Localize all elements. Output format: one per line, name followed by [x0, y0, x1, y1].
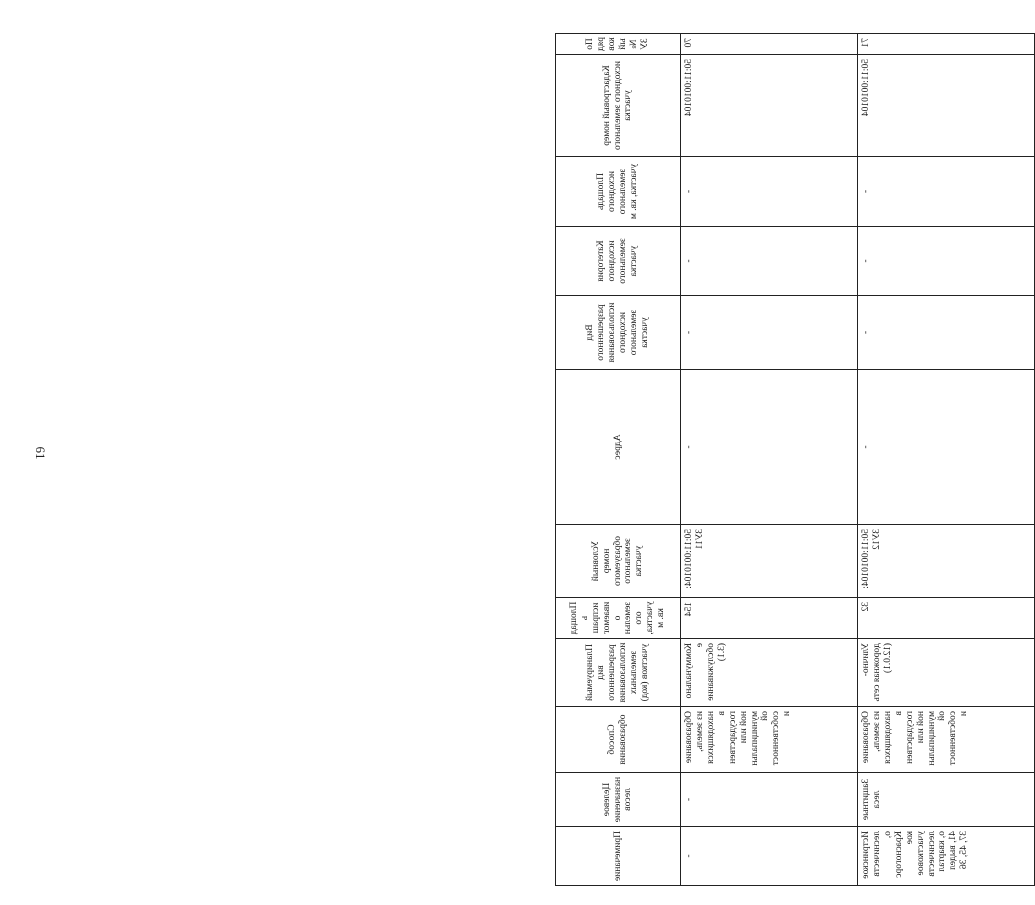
cell-forest-purpose: Защитные леса: [858, 773, 1035, 827]
cell-requested-area: 154: [681, 598, 858, 639]
cell-plot-number: 71: [858, 34, 1035, 55]
cell-category: -: [681, 227, 858, 296]
cell-category: -: [858, 227, 1035, 296]
cell-note: Истринское лесничество, Красногорское участковое лесничество, квартал 41, выдел 37, 45, 36: [858, 827, 1035, 886]
cell-conditional-number: 50:11:0010104:ЗУ11: [681, 525, 858, 598]
header-requested-area: Площадь испрашиваемого земельного участка, кв. м: [556, 598, 681, 639]
table-header-row: [556, 34, 681, 886]
cell-address: -: [681, 370, 858, 525]
header-plot-number: Порядковый № ЗУ: [556, 34, 681, 55]
table-frame: [90, 33, 970, 885]
page-number: 61: [33, 446, 48, 460]
land-plots-table: [555, 33, 1035, 886]
header-forest-purpose: Целевое назначение лесов: [556, 773, 681, 827]
cell-cadastral-number: 50:11:0010104: [858, 55, 1035, 157]
cell-address: -: [858, 370, 1035, 525]
cell-source-area: -: [681, 157, 858, 227]
cell-formation-method: Образование из земель, находящихся в государственной или муниципальной собственности: [681, 707, 858, 773]
header-cadastral-number: Кадастровый номер исходного земельного участка: [556, 55, 681, 157]
cell-plot-number: 70: [681, 34, 858, 55]
cell-conditional-number: 50:11:0010104:ЗУ12: [858, 525, 1035, 598]
table-row: [681, 34, 858, 886]
header-permitted-use: Вид разрешенного использования исходного земельного участка: [556, 296, 681, 370]
cell-permitted-use: -: [681, 296, 858, 370]
header-formation-method: Способ образования: [556, 707, 681, 773]
cell-forest-purpose: -: [681, 773, 858, 827]
cell-source-area: -: [858, 157, 1035, 227]
cell-planned-use: Улично-дорожная сеть (12.0.1): [858, 639, 1035, 707]
cell-cadastral-number: 50:11:0010104: [681, 55, 858, 157]
cell-requested-area: 32: [858, 598, 1035, 639]
cell-permitted-use: -: [858, 296, 1035, 370]
cell-planned-use: Коммунальное обслуживание (3.1): [681, 639, 858, 707]
cell-note: -: [681, 827, 858, 886]
header-address: Адрес: [556, 370, 681, 525]
table-row: [858, 34, 1035, 886]
header-planned-use: Планируемый вид разрешенного использования земельных участков (код): [556, 639, 681, 707]
rotated-table-container: [555, 33, 1020, 885]
header-conditional-number: Условный номер образуемого земельного участка: [556, 525, 681, 598]
cell-formation-method: Образование из земель, находящихся в государственной или муниципальной собственности: [858, 707, 1035, 773]
header-category: Категория исходного земельного участка: [556, 227, 681, 296]
header-source-area: Площадь исходного земельного участка, кв. м: [556, 157, 681, 227]
header-note: Примечание: [556, 827, 681, 886]
